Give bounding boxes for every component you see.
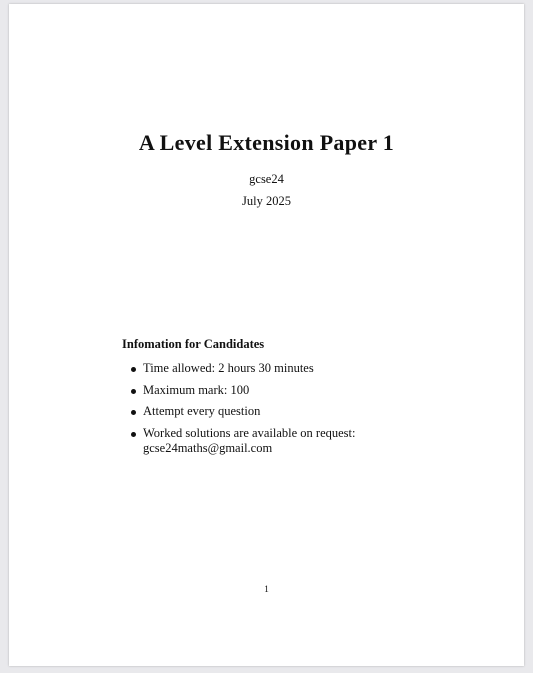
document-title: A Level Extension Paper 1 <box>138 130 395 155</box>
information-heading: Infomation for Candidates <box>122 337 265 351</box>
document-author: gcse24 <box>249 172 284 186</box>
list-item <box>129 404 459 420</box>
bullet-icon <box>131 432 136 437</box>
document-page <box>9 4 524 666</box>
list-item <box>129 426 459 457</box>
contact-email: gcse24maths@gmail.com <box>143 441 273 455</box>
list-item-text: Worked solutions are available on request: <box>143 425 356 440</box>
list-item-text: Attempt every question <box>143 404 261 418</box>
list-item <box>129 361 459 377</box>
bullet-icon <box>131 367 136 372</box>
list-item-text: Maximum mark: 100 <box>143 382 250 397</box>
bullet-icon <box>131 410 136 415</box>
document-date: July 2025 <box>242 194 291 208</box>
bullet-icon <box>131 389 136 394</box>
information-list <box>129 361 459 463</box>
page-number: 1 <box>264 585 269 595</box>
list-item <box>129 383 459 399</box>
list-item-text: Time allowed: 2 hours 30 minutes <box>143 361 314 375</box>
